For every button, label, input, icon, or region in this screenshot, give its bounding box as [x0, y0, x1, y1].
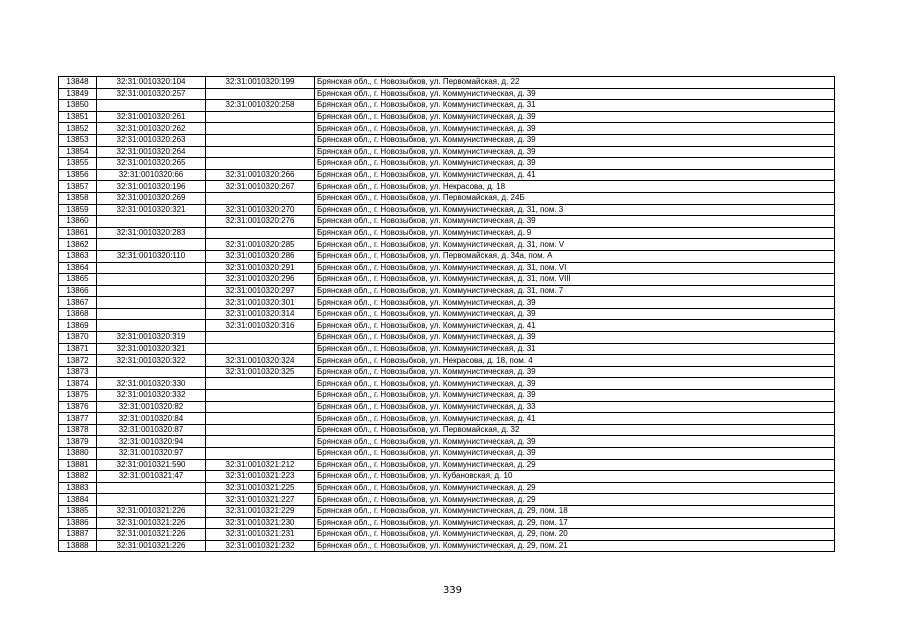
cadastral-number-a-cell: 32:31:0010321:590: [97, 459, 206, 471]
cadastral-number-a-cell: 32:31:0010321:226: [97, 517, 206, 529]
cadastral-number-b-cell: 32:31:0010320:199: [206, 77, 315, 89]
address-cell: Брянская обл., г. Новозыбков, ул. Коммунистическая, д. 39: [315, 88, 835, 100]
cadastral-number-a-cell: 32:31:0010320:319: [97, 332, 206, 344]
address-cell: Брянская обл., г. Новозыбков, ул. Коммунистическая, д. 29, пом. 20: [315, 529, 835, 541]
cadastral-number-b-cell: 32:31:0010320:258: [206, 100, 315, 112]
cadastral-number-b-cell: 32:31:0010320:316: [206, 320, 315, 332]
table-row: [59, 134, 835, 146]
table-row: [59, 378, 835, 390]
address-cell: Брянская обл., г. Новозыбков, ул. Коммунистическая, д. 31: [315, 100, 835, 112]
address-cell: Брянская обл., г. Новозыбков, ул. Коммунистическая, д. 29, пом. 21: [315, 540, 835, 552]
table-row: [59, 100, 835, 112]
row-number-cell: 13876: [59, 401, 97, 413]
row-number-cell: 13869: [59, 320, 97, 332]
cadastral-number-b-cell: [206, 111, 315, 123]
cadastral-number-b-cell: 32:31:0010321:227: [206, 494, 315, 506]
cadastral-number-a-cell: [97, 366, 206, 378]
row-number-cell: 13877: [59, 413, 97, 425]
registry-table: [58, 76, 835, 552]
address-cell: Брянская обл., г. Новозыбков, ул. Коммунистическая, д. 31, пом. 7: [315, 285, 835, 297]
table-row: [59, 169, 835, 181]
address-cell: Брянская обл., г. Новозыбков, ул. Коммунистическая, д. 39: [315, 111, 835, 123]
row-number-cell: 13852: [59, 123, 97, 135]
address-cell: Брянская обл., г. Новозыбков, ул. Коммунистическая, д. 39: [315, 390, 835, 402]
cadastral-number-a-cell: 32:31:0010321:226: [97, 505, 206, 517]
cadastral-number-a-cell: 32:31:0010320:196: [97, 181, 206, 193]
address-cell: Брянская обл., г. Новозыбков, ул. Коммунистическая, д. 39: [315, 123, 835, 135]
address-cell: Брянская обл., г. Новозыбков, ул. Кубановская, д. 10: [315, 471, 835, 483]
table-row: [59, 88, 835, 100]
cadastral-number-a-cell: 32:31:0010320:332: [97, 390, 206, 402]
address-cell: Брянская обл., г. Новозыбков, ул. Коммунистическая, д. 31, пом. V: [315, 239, 835, 251]
table-row: [59, 343, 835, 355]
address-cell: Брянская обл., г. Новозыбков, ул. Коммунистическая, д. 39: [315, 146, 835, 158]
cadastral-number-b-cell: [206, 192, 315, 204]
cadastral-number-a-cell: [97, 320, 206, 332]
row-number-cell: 13864: [59, 262, 97, 274]
address-cell: Брянская обл., г. Новозыбков, ул. Коммунистическая, д. 29, пом. 17: [315, 517, 835, 529]
table-row: [59, 482, 835, 494]
cadastral-number-b-cell: 32:31:0010320:324: [206, 355, 315, 367]
table-row: [59, 123, 835, 135]
row-number-cell: 13871: [59, 343, 97, 355]
cadastral-number-b-cell: [206, 332, 315, 344]
table-row: [59, 424, 835, 436]
row-number-cell: 13886: [59, 517, 97, 529]
cadastral-number-b-cell: [206, 436, 315, 448]
row-number-cell: 13861: [59, 227, 97, 239]
row-number-cell: 13863: [59, 250, 97, 262]
address-cell: Брянская обл., г. Новозыбков, ул. Коммунистическая, д. 33: [315, 401, 835, 413]
address-cell: Брянская обл., г. Новозыбков, ул. Коммунистическая, д. 39: [315, 366, 835, 378]
table-row: [59, 204, 835, 216]
cadastral-number-b-cell: 32:31:0010321:229: [206, 505, 315, 517]
address-cell: Брянская обл., г. Новозыбков, ул. Коммунистическая, д. 39: [315, 216, 835, 228]
cadastral-number-b-cell: [206, 424, 315, 436]
row-number-cell: 13874: [59, 378, 97, 390]
address-cell: Брянская обл., г. Новозыбков, ул. Коммунистическая, д. 39: [315, 448, 835, 460]
table-row: [59, 239, 835, 251]
cadastral-number-b-cell: 32:31:0010320:285: [206, 239, 315, 251]
cadastral-number-b-cell: [206, 401, 315, 413]
table-row: [59, 158, 835, 170]
cadastral-number-a-cell: 32:31:0010320:257: [97, 88, 206, 100]
row-number-cell: 13856: [59, 169, 97, 181]
address-cell: Брянская обл., г. Новозыбков, ул. Коммунистическая, д. 39: [315, 158, 835, 170]
table-row: [59, 517, 835, 529]
cadastral-number-b-cell: [206, 378, 315, 390]
table-row: [59, 146, 835, 158]
cadastral-number-a-cell: 32:31:0010320:265: [97, 158, 206, 170]
cadastral-number-b-cell: 32:31:0010320:270: [206, 204, 315, 216]
cadastral-number-a-cell: 32:31:0010320:322: [97, 355, 206, 367]
cadastral-number-a-cell: 32:31:0010321:226: [97, 540, 206, 552]
cadastral-number-b-cell: [206, 146, 315, 158]
row-number-cell: 13851: [59, 111, 97, 123]
table-row: [59, 332, 835, 344]
address-cell: Брянская обл., г. Новозыбков, ул. Первомайская, д. 32: [315, 424, 835, 436]
row-number-cell: 13884: [59, 494, 97, 506]
table-row: [59, 227, 835, 239]
table-row: [59, 308, 835, 320]
cadastral-number-a-cell: [97, 285, 206, 297]
table-row: [59, 494, 835, 506]
table-row: [59, 540, 835, 552]
cadastral-number-b-cell: 32:31:0010320:297: [206, 285, 315, 297]
row-number-cell: 13865: [59, 274, 97, 286]
cadastral-number-b-cell: 32:31:0010320:325: [206, 366, 315, 378]
page-number: 339: [442, 585, 463, 596]
row-number-cell: 13849: [59, 88, 97, 100]
cadastral-number-b-cell: 32:31:0010321:231: [206, 529, 315, 541]
table-row: [59, 192, 835, 204]
address-cell: Брянская обл., г. Новозыбков, ул. Коммунистическая, д. 41: [315, 169, 835, 181]
cadastral-number-a-cell: [97, 494, 206, 506]
cadastral-number-b-cell: 32:31:0010320:266: [206, 169, 315, 181]
cadastral-number-a-cell: 32:31:0010320:321: [97, 343, 206, 355]
table-row: [59, 366, 835, 378]
cadastral-number-b-cell: 32:31:0010320:301: [206, 297, 315, 309]
table-row: [59, 448, 835, 460]
cadastral-number-b-cell: 32:31:0010321:223: [206, 471, 315, 483]
cadastral-number-a-cell: 32:31:0010320:330: [97, 378, 206, 390]
cadastral-number-a-cell: 32:31:0010320:82: [97, 401, 206, 413]
address-cell: Брянская обл., г. Новозыбков, ул. Первомайская, д. 24Б: [315, 192, 835, 204]
cadastral-number-a-cell: 32:31:0010320:264: [97, 146, 206, 158]
row-number-cell: 13873: [59, 366, 97, 378]
cadastral-number-a-cell: 32:31:0010320:269: [97, 192, 206, 204]
address-cell: Брянская обл., г. Новозыбков, ул. Коммунистическая, д. 9: [315, 227, 835, 239]
address-cell: Брянская обл., г. Новозыбков, ул. Коммунистическая, д. 39: [315, 436, 835, 448]
row-number-cell: 13885: [59, 505, 97, 517]
cadastral-number-b-cell: 32:31:0010321:212: [206, 459, 315, 471]
table-row: [59, 320, 835, 332]
table-row: [59, 285, 835, 297]
row-number-cell: 13880: [59, 448, 97, 460]
cadastral-number-a-cell: 32:31:0010321:226: [97, 529, 206, 541]
row-number-cell: 13870: [59, 332, 97, 344]
cadastral-number-b-cell: [206, 413, 315, 425]
cadastral-number-b-cell: 32:31:0010320:296: [206, 274, 315, 286]
row-number-cell: 13860: [59, 216, 97, 228]
row-number-cell: 13853: [59, 134, 97, 146]
address-cell: Брянская обл., г. Новозыбков, ул. Коммунистическая, д. 29: [315, 482, 835, 494]
cadastral-number-a-cell: 32:31:0010320:87: [97, 424, 206, 436]
cadastral-number-b-cell: [206, 134, 315, 146]
row-number-cell: 13854: [59, 146, 97, 158]
table-row: [59, 413, 835, 425]
cadastral-number-a-cell: 32:31:0010320:262: [97, 123, 206, 135]
cadastral-number-b-cell: 32:31:0010320:314: [206, 308, 315, 320]
row-number-cell: 13881: [59, 459, 97, 471]
table-row: [59, 529, 835, 541]
address-cell: Брянская обл., г. Новозыбков, ул. Коммунистическая, д. 39: [315, 378, 835, 390]
cadastral-number-a-cell: 32:31:0010320:110: [97, 250, 206, 262]
row-number-cell: 13883: [59, 482, 97, 494]
cadastral-number-a-cell: 32:31:0010320:261: [97, 111, 206, 123]
address-cell: Брянская обл., г. Новозыбков, ул. Коммунистическая, д. 39: [315, 308, 835, 320]
row-number-cell: 13882: [59, 471, 97, 483]
cadastral-number-b-cell: 32:31:0010321:225: [206, 482, 315, 494]
table-row: [59, 355, 835, 367]
cadastral-number-a-cell: 32:31:0010320:104: [97, 77, 206, 89]
address-cell: Брянская обл., г. Новозыбков, ул. Коммунистическая, д. 41: [315, 320, 835, 332]
address-cell: Брянская обл., г. Новозыбков, ул. Коммунистическая, д. 31: [315, 343, 835, 355]
row-number-cell: 13850: [59, 100, 97, 112]
row-number-cell: 13862: [59, 239, 97, 251]
table-row: [59, 436, 835, 448]
cadastral-number-b-cell: 32:31:0010321:230: [206, 517, 315, 529]
cadastral-number-a-cell: [97, 100, 206, 112]
row-number-cell: 13855: [59, 158, 97, 170]
cadastral-number-a-cell: 32:31:0010320:97: [97, 448, 206, 460]
row-number-cell: 13867: [59, 297, 97, 309]
cadastral-number-a-cell: 32:31:0010320:66: [97, 169, 206, 181]
cadastral-number-a-cell: [97, 274, 206, 286]
row-number-cell: 13848: [59, 77, 97, 89]
table-row: [59, 274, 835, 286]
cadastral-number-a-cell: [97, 297, 206, 309]
cadastral-number-b-cell: [206, 88, 315, 100]
cadastral-number-b-cell: 32:31:0010320:267: [206, 181, 315, 193]
row-number-cell: 13866: [59, 285, 97, 297]
row-number-cell: 13875: [59, 390, 97, 402]
table-row: [59, 459, 835, 471]
cadastral-number-a-cell: 32:31:0010320:321: [97, 204, 206, 216]
address-cell: Брянская обл., г. Новозыбков, ул. Коммунистическая, д. 31, пом. 3: [315, 204, 835, 216]
cadastral-number-b-cell: 32:31:0010321:232: [206, 540, 315, 552]
table-row: [59, 297, 835, 309]
cadastral-number-b-cell: [206, 448, 315, 460]
registry-table-body: [59, 77, 835, 552]
table-row: [59, 390, 835, 402]
row-number-cell: 13878: [59, 424, 97, 436]
address-cell: Брянская обл., г. Новозыбков, ул. Некрасова, д. 18: [315, 181, 835, 193]
row-number-cell: 13879: [59, 436, 97, 448]
cadastral-number-b-cell: 32:31:0010320:276: [206, 216, 315, 228]
cadastral-number-a-cell: 32:31:0010321:47: [97, 471, 206, 483]
table-row: [59, 250, 835, 262]
cadastral-number-a-cell: 32:31:0010320:263: [97, 134, 206, 146]
table-row: [59, 471, 835, 483]
row-number-cell: 13857: [59, 181, 97, 193]
row-number-cell: 13858: [59, 192, 97, 204]
table-row: [59, 77, 835, 89]
row-number-cell: 13888: [59, 540, 97, 552]
address-cell: Брянская обл., г. Новозыбков, ул. Первомайская, д. 34а, пом. А: [315, 250, 835, 262]
address-cell: Брянская обл., г. Новозыбков, ул. Коммунистическая, д. 41: [315, 413, 835, 425]
address-cell: Брянская обл., г. Новозыбков, ул. Коммунистическая, д. 39: [315, 297, 835, 309]
cadastral-number-a-cell: 32:31:0010320:283: [97, 227, 206, 239]
cadastral-number-a-cell: [97, 239, 206, 251]
cadastral-number-b-cell: [206, 390, 315, 402]
cadastral-number-b-cell: [206, 343, 315, 355]
cadastral-number-a-cell: [97, 262, 206, 274]
table-row: [59, 505, 835, 517]
table-row: [59, 216, 835, 228]
row-number-cell: 13872: [59, 355, 97, 367]
address-cell: Брянская обл., г. Новозыбков, ул. Некрасова, д. 18, пом. 4: [315, 355, 835, 367]
cadastral-number-b-cell: [206, 227, 315, 239]
cadastral-number-b-cell: [206, 158, 315, 170]
cadastral-number-a-cell: [97, 308, 206, 320]
address-cell: Брянская обл., г. Новозыбков, ул. Первомайская, д. 22: [315, 77, 835, 89]
row-number-cell: 13859: [59, 204, 97, 216]
address-cell: Брянская обл., г. Новозыбков, ул. Коммунистическая, д. 29, пом. 18: [315, 505, 835, 517]
address-cell: Брянская обл., г. Новозыбков, ул. Коммунистическая, д. 39: [315, 332, 835, 344]
table-row: [59, 262, 835, 274]
row-number-cell: 13868: [59, 308, 97, 320]
address-cell: Брянская обл., г. Новозыбков, ул. Коммунистическая, д. 39: [315, 134, 835, 146]
row-number-cell: 13887: [59, 529, 97, 541]
cadastral-number-b-cell: [206, 123, 315, 135]
address-cell: Брянская обл., г. Новозыбков, ул. Коммунистическая, д. 29: [315, 494, 835, 506]
address-cell: Брянская обл., г. Новозыбков, ул. Коммунистическая, д. 29: [315, 459, 835, 471]
address-cell: Брянская обл., г. Новозыбков, ул. Коммунистическая, д. 31, пом. VIII: [315, 274, 835, 286]
table-row: [59, 401, 835, 413]
cadastral-number-b-cell: 32:31:0010320:286: [206, 250, 315, 262]
table-row: [59, 111, 835, 123]
table-row: [59, 181, 835, 193]
cadastral-number-a-cell: [97, 216, 206, 228]
cadastral-number-a-cell: 32:31:0010320:84: [97, 413, 206, 425]
cadastral-number-b-cell: 32:31:0010320:291: [206, 262, 315, 274]
cadastral-number-a-cell: 32:31:0010320:94: [97, 436, 206, 448]
address-cell: Брянская обл., г. Новозыбков, ул. Коммунистическая, д. 31, пом. VI: [315, 262, 835, 274]
cadastral-number-a-cell: [97, 482, 206, 494]
